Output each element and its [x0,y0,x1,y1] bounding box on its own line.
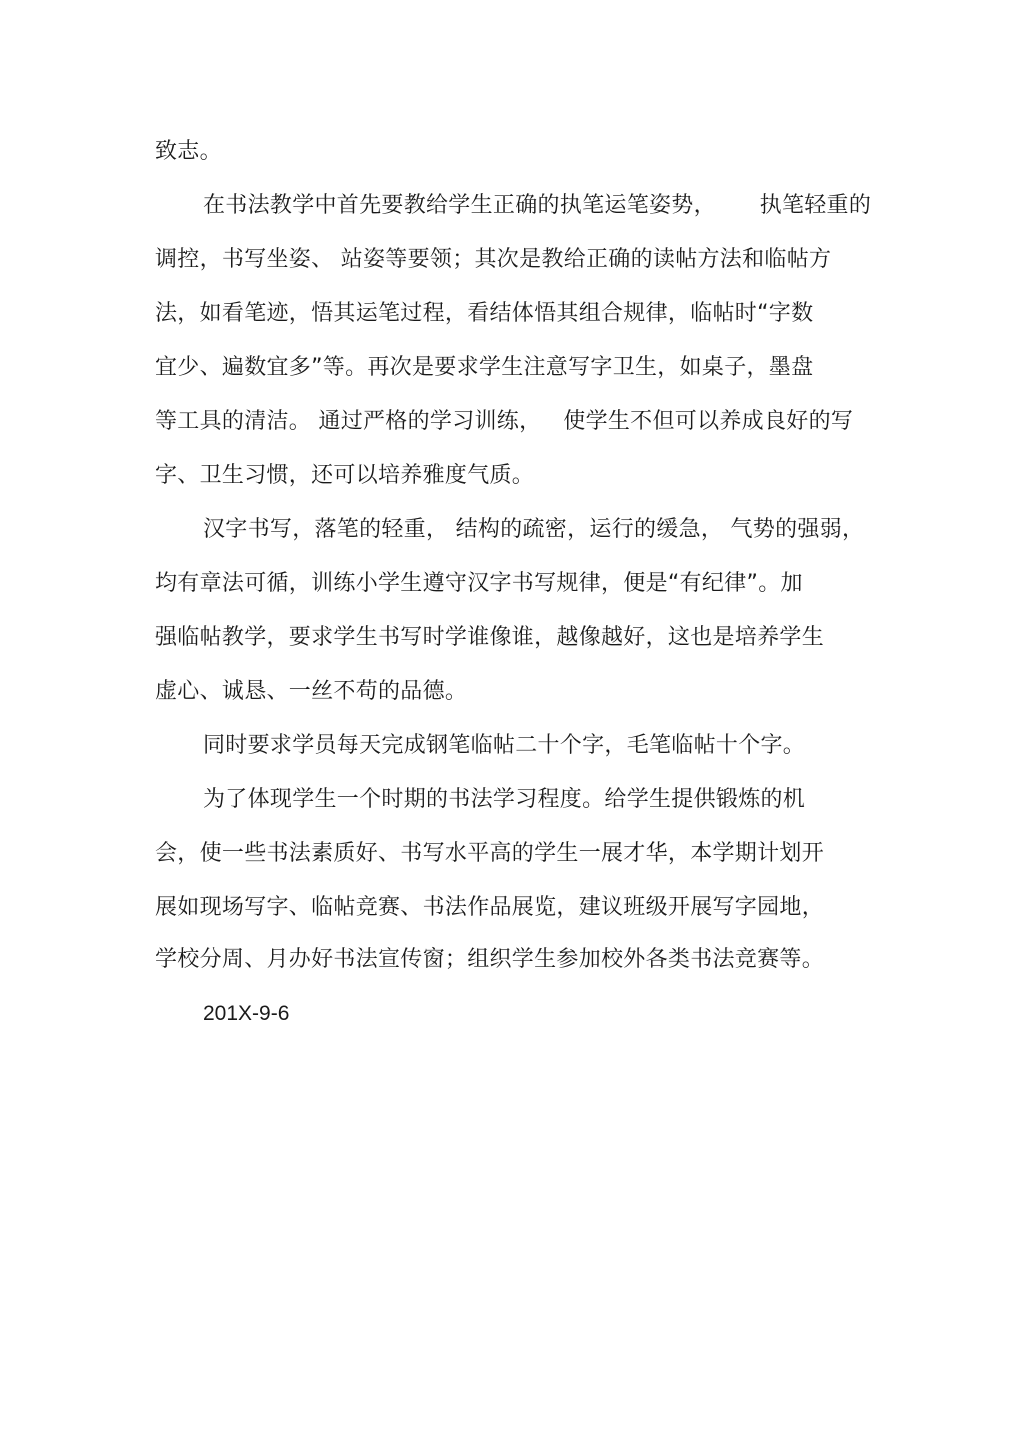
text-line-15: 展如现场写字、临帖竞赛、书法作品展览，建议班级开展写字园地， [155,895,825,920]
text-line-6: 等工具的清洁。 通过严格的学习训练， 使学生不但可以养成良好的写 [155,409,854,434]
text-line-9: 均有章法可循，训练小学生遵守汉字书写规律，便是“有纪律”。加 [155,571,803,596]
text-line-16: 学校分周、月办好书法宣传窗；组织学生参加校外各类书法竞赛等。 [155,947,825,972]
text-line-14: 会，使一些书法素质好、书写水平高的学生一展才华，本学期计划开 [155,841,825,866]
text-line-5: 宜少、遍数宜多”等。再次是要求学生注意写字卫生，如桌子，墨盘 [155,355,814,380]
text-line-3: 调控，书写坐姿、 站姿等要领；其次是教给正确的读帖方法和临帖方 [155,247,832,272]
text-line-2: 在书法教学中首先要教给学生正确的执笔运笔姿势， 执笔轻重的 [203,193,872,218]
document-date: 201X-9-6 [203,1002,290,1025]
text-line-7: 字、卫生习惯，还可以培养雅度气质。 [155,463,535,488]
text-line-12: 同时要求学员每天完成钢笔临帖二十个字，毛笔临帖十个字。 [203,733,806,758]
text-line-4: 法，如看笔迹，悟其运笔过程，看结体悟其组合规律，临帖时“字数 [155,301,814,326]
text-line-13: 为了体现学生一个时期的书法学习程度。给学生提供锻炼的机 [203,787,806,812]
text-line-10: 强临帖教学，要求学生书写时学谁像谁，越像越好，这也是培养学生 [155,625,825,650]
text-line-1: 致志。 [155,139,222,164]
text-line-8: 汉字书写，落笔的轻重， 结构的疏密，运行的缓急， 气势的强弱， [203,517,865,542]
text-line-11: 虚心、诚恳、一丝不苟的品德。 [155,679,468,704]
